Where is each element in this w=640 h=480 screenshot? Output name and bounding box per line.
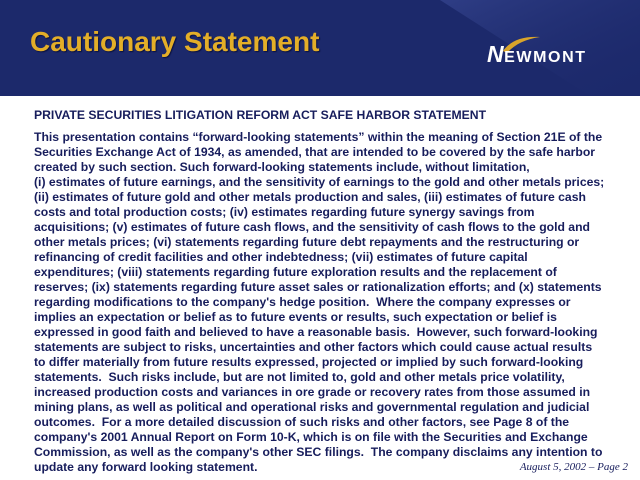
slide-title: Cautionary Statement	[30, 26, 320, 57]
body-line: company's 2001 Annual Report on Form 10-K, which is on file with the Securities and Exchange	[34, 430, 588, 444]
body-line: created by such section. Such forward-looking statements include, without limitation,	[34, 160, 530, 174]
body-line: Securities Exchange Act of 1934, as amended, that are intended to be covered by the safe harbor	[34, 145, 596, 159]
logo-wordmark: NEWMONT	[487, 41, 587, 67]
body-line: update any forward looking statement.	[34, 460, 258, 474]
body-line: reserves; (ix) statements regarding future asset sales or rationalization efforts; and (x) statements	[34, 280, 602, 294]
body-line: increased production costs and variances in ore grade or recovery rates from those assumed in	[34, 385, 591, 399]
body-line: mining plans, as well as political and operational risks and governmental regulation and judicial	[34, 400, 590, 414]
body-line: other metals prices; (vi) statements regarding future debt repayments and the restructuring or	[34, 235, 580, 249]
body-line: statements. Such risks include, but are not limited to, gold and other metals price volatility,	[34, 370, 565, 384]
body-line: acquisitions; (v) estimates of future cash flows, and the sensitivity of cash flows to the gold and	[34, 220, 590, 234]
body-line: outcomes. For a more detailed discussion of such risks and other factors, see Page 8 of the	[34, 415, 570, 429]
section-heading: PRIVATE SECURITIES LITIGATION REFORM ACT SAFE HARBOR STATEMENT	[34, 108, 487, 122]
body-line: (ii) estimates of future gold and other metals production and sales, (iii) estimates of future cash	[34, 190, 586, 204]
newmont-logo	[487, 42, 587, 66]
body-line: expressed in good faith and believed to have a reasonable basis. However, such forward-looking	[34, 325, 598, 339]
body-line: This presentation contains “forward-looking statements” within the meaning of Section 21E of the	[34, 130, 603, 144]
body-line: refinancing of credit facilities and other indebtedness; (vii) estimates of future capital	[34, 250, 528, 264]
body-line: expenditures; (viii) statements regarding future exploration results and the replacement of	[34, 265, 557, 279]
body-line: statements are subject to risks, uncertainties and other factors which could cause actual results	[34, 340, 593, 354]
body-line: regarding modifications to the company's hedge position. Where the company expresses or	[34, 295, 571, 309]
body-line: implies an expectation or belief as to future events or results, such expectation or belief is	[34, 310, 557, 324]
body-line: to differ materially from future results expressed, projected or implied by such forward-looking	[34, 355, 584, 369]
body-line: costs and total production costs; (iv) estimates regarding future synergy savings from	[34, 205, 535, 219]
body-line: Commission, as well as the company's other SEC filings. The company disclaims any intention to	[34, 445, 603, 459]
body-line: (i) estimates of future earnings, and the sensitivity of earnings to the gold and other metals prices;	[34, 175, 605, 189]
header-band	[0, 0, 640, 96]
footer-date-page: August 5, 2002 – Page 2	[519, 461, 628, 473]
body-text	[34, 130, 624, 475]
